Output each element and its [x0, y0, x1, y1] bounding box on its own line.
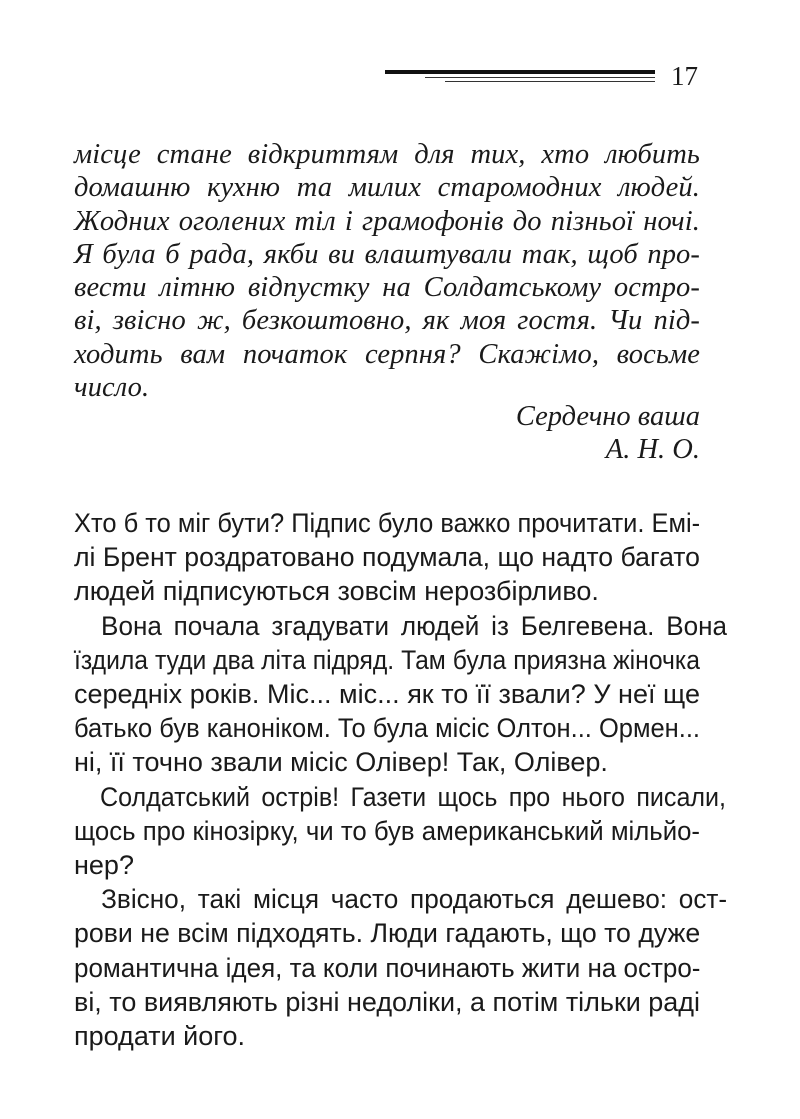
- letter-line: ві, звісно ж, безкоштовно, як моя гостя. Чи під-: [74, 305, 700, 337]
- body-text: [74, 506, 728, 1053]
- body-line: Хто б то міг бути? Підпис було важко прочитати. Емі-: [74, 508, 701, 538]
- letter-signature: [516, 400, 700, 467]
- letter-closing: Сердечно ваша: [515, 401, 700, 432]
- letter-initials: А. Н. О.: [605, 434, 700, 466]
- body-line: продати його.: [74, 1021, 246, 1052]
- letter-text: [74, 138, 700, 404]
- body-line: ві, то виявляють різні недоліки, а потім тільки раді: [74, 986, 700, 1017]
- page-header: [385, 58, 700, 98]
- body-line: Вона почала згадувати людей із Белгевена. Вона: [101, 610, 728, 641]
- letter-line: місце стане відкриттям для тих, хто любить: [74, 139, 700, 170]
- body-line: людей підписуються зовсім нерозбірливо.: [74, 576, 599, 607]
- letter-line: ходить вам початок серпня? Скажімо, восьме: [74, 338, 700, 370]
- body-line: батько був каноніком. То була місіс Олтон... Ормен...: [74, 713, 701, 744]
- body-line: лі Брент роздратовано подумала, що надто багато: [74, 542, 700, 573]
- header-rule-thin: [425, 77, 655, 78]
- body-line: середніх років. Міс... міс... як то її звали? У неї ще: [74, 679, 700, 710]
- body-line: нер?: [74, 850, 134, 881]
- letter-line: Жодних оголених тіл і грамофонів до пізньої ночі.: [74, 205, 700, 237]
- letter-line: число.: [74, 372, 150, 404]
- header-rule-thin: [445, 81, 655, 82]
- body-line: ні, її точно звали місіс Олівер! Так, Олівер.: [74, 747, 608, 778]
- body-line: рови не всім підходять. Люди гадають, що то дуже: [74, 918, 701, 949]
- body-line: Звісно, такі місця часто продаються дешево: ост-: [101, 884, 728, 915]
- letter-line: вести літню відпустку на Солдатському остро-: [74, 272, 700, 304]
- letter-line: Я була б рада, якби ви влаштували так, щоб про-: [74, 238, 700, 270]
- body-line: щось про кінозірку, чи то був американський мільйо-: [74, 815, 701, 846]
- page-number: 17: [671, 61, 698, 91]
- body-line: Солдатський острів! Газети щось про нього писали,: [100, 781, 727, 812]
- body-line: романтична ідея, та коли починають жити на остро-: [74, 952, 701, 983]
- body-line: їздила туди два літа підряд. Там була приязна жіночка: [74, 644, 700, 675]
- letter-line: домашню кухню та милих старомодних людей.: [74, 172, 700, 204]
- header-rule-thick: [385, 70, 655, 74]
